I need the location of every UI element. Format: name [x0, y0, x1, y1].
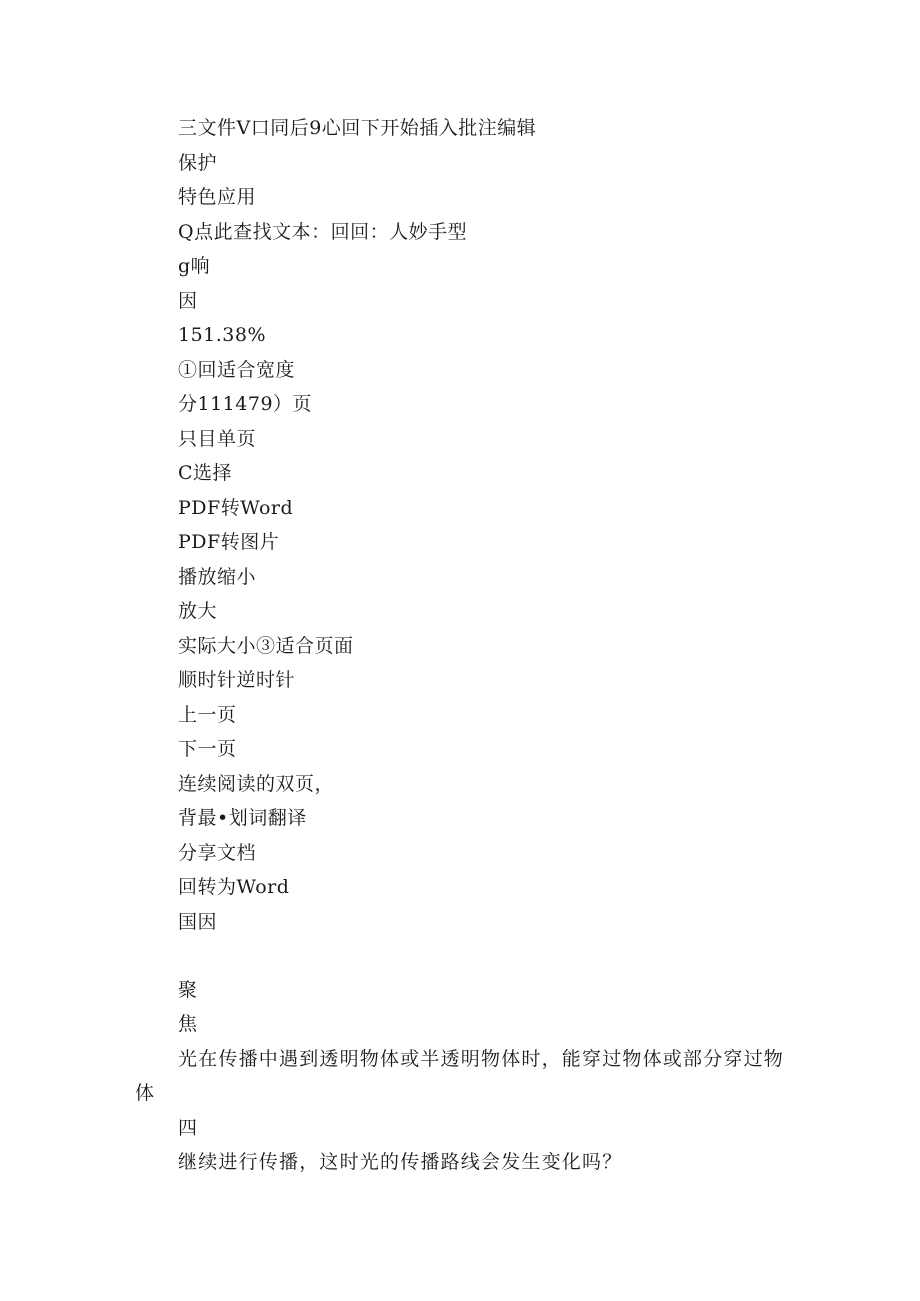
toolbar-text-line: 回转为Word — [178, 876, 290, 898]
toolbar-text-line: 特色应用 — [178, 186, 257, 208]
zoom-level-text: 151.38% — [178, 324, 267, 346]
toolbar-text-line: 放大 — [178, 600, 218, 622]
toolbar-text-line: 连续阅读的双页， — [178, 773, 335, 795]
toolbar-text-line: C选择 — [178, 462, 233, 484]
toolbar-text-line: g响 — [178, 255, 211, 277]
paragraph-label: 四 — [178, 1117, 198, 1139]
question-line: 继续进行传播，这时光的传播路线会发生变化吗？ — [178, 1151, 623, 1173]
toolbar-text-line: 上一页 — [178, 704, 237, 726]
toolbar-text-line: PDF转Word — [178, 497, 294, 519]
toolbar-text-line: 保护 — [178, 152, 218, 174]
toolbar-text-line: 因 — [178, 290, 198, 312]
toolbar-text-line: Q点此查找文本：回回：人妙手型 — [178, 221, 468, 243]
toolbar-text-line: 背最•划词翻译 — [178, 807, 307, 829]
toolbar-text-line: 下一页 — [178, 738, 237, 760]
section-heading-char: 聚 — [178, 979, 198, 1001]
toolbar-text-line: 实际大小③适合页面 — [178, 635, 354, 657]
section-heading-char: 焦 — [178, 1013, 198, 1035]
toolbar-text-line: 国因 — [178, 911, 218, 933]
toolbar-text-line: 顺时针逆时针 — [178, 669, 296, 691]
paragraph-line: 光在传播中遇到透明物体或半透明物体时，能穿过物体或部分穿过物 — [178, 1048, 785, 1070]
page-count-text: 分111479）页 — [178, 393, 313, 415]
toolbar-text-line: 分享文档 — [178, 842, 257, 864]
toolbar-text-line: PDF转图片 — [178, 531, 280, 553]
paragraph-line: 体 — [135, 1082, 155, 1104]
toolbar-text-line: 播放缩小 — [178, 566, 257, 588]
toolbar-text-line: ①回适合宽度 — [178, 359, 296, 381]
toolbar-text-line: 三文件V口同后9心回下开始插入批注编辑 — [178, 117, 537, 139]
toolbar-text-line: 只目单页 — [178, 428, 257, 450]
